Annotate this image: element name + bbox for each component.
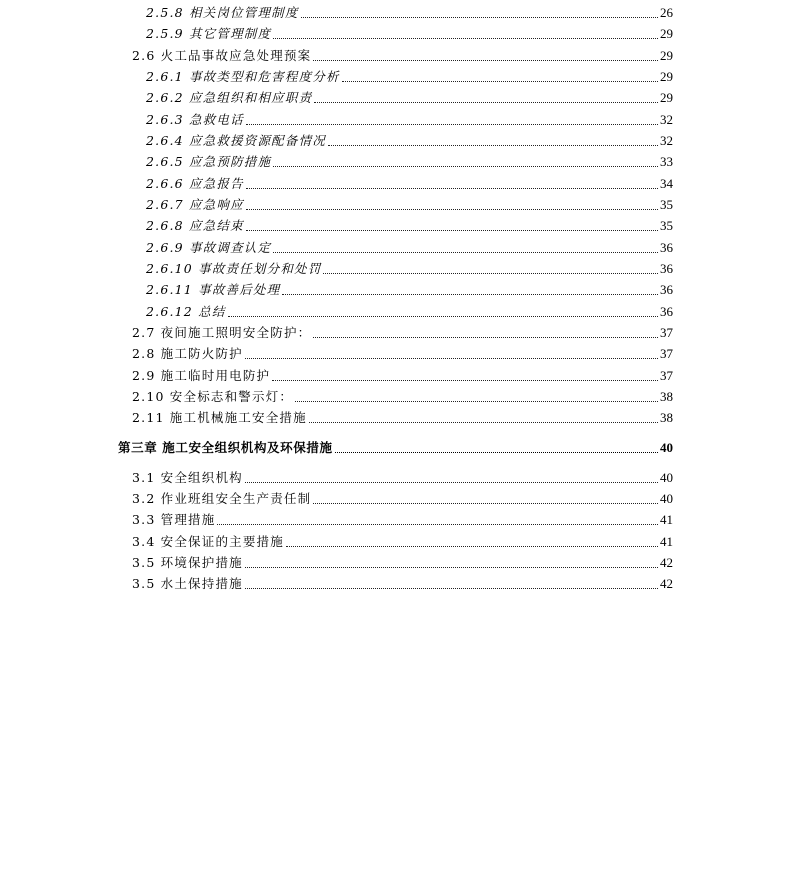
toc-entry-label: 2.10 安全标志和警示灯：: [132, 389, 294, 404]
toc-entry[interactable]: [132, 555, 673, 571]
toc-entry-label: 2.5.9 其它管理制度: [146, 26, 272, 41]
toc-page-number: 35: [660, 197, 673, 212]
toc-leader: [323, 272, 658, 274]
toc-entry-label: 2.6.12 总结: [146, 304, 226, 319]
toc-page-number: 33: [660, 154, 673, 169]
toc-entry[interactable]: [146, 218, 673, 234]
toc-entry[interactable]: [146, 26, 673, 42]
toc-entry-label: 2.6.10 事故责任划分和处罚: [146, 261, 322, 276]
toc-page-number: 36: [660, 240, 673, 255]
toc-entry-label: 2.6.11 事故善后处理: [146, 282, 281, 297]
toc-entry-label: 2.6 火工品事故应急处理预案: [132, 48, 312, 63]
toc-entry-label: 2.8 施工防火防护: [132, 346, 243, 361]
toc-page-number: 34: [660, 176, 673, 191]
toc-entry-label: 2.6.1 事故类型和危害程度分析: [146, 69, 340, 84]
toc-leader: [273, 251, 658, 253]
toc-page-number: 38: [660, 410, 673, 425]
toc-entry[interactable]: [146, 112, 673, 128]
toc-entry-label: 2.6.4 应急救援资源配备情况: [146, 133, 326, 148]
toc-leader: [245, 566, 658, 568]
toc-page-number: 29: [660, 26, 673, 41]
toc-page-number: 37: [660, 325, 673, 340]
toc-page-number: 40: [660, 470, 673, 485]
toc-leader: [286, 545, 658, 547]
toc-page-number: 29: [660, 90, 673, 105]
toc-entry-label: 2.6.6 应急报告: [146, 176, 244, 191]
toc-entry[interactable]: [146, 154, 673, 170]
toc-entry[interactable]: [132, 491, 673, 507]
toc-entry-label: 2.6.9 事故调查认定: [146, 240, 272, 255]
toc-leader: [309, 421, 658, 423]
toc-leader: [273, 165, 658, 167]
toc-page-number: 35: [660, 218, 673, 233]
toc-leader: [246, 208, 658, 210]
toc-page-number: 36: [660, 261, 673, 276]
toc-entry-label: 3.5 水土保持措施: [132, 576, 243, 591]
toc-page-number: 36: [660, 304, 673, 319]
toc-page-number: 32: [660, 133, 673, 148]
toc-entry-label: 2.7 夜间施工照明安全防护：: [132, 325, 312, 340]
toc-leader: [246, 123, 658, 125]
toc-page-number: 32: [660, 112, 673, 127]
toc-entry[interactable]: [132, 534, 673, 550]
toc-page-number: 42: [660, 576, 673, 591]
toc-page-number: 37: [660, 368, 673, 383]
toc-page-number: 41: [660, 534, 673, 549]
toc-entry[interactable]: [146, 133, 673, 149]
toc-page-number: 29: [660, 48, 673, 63]
toc-entry[interactable]: [146, 176, 673, 192]
toc-leader: [272, 379, 658, 381]
toc-leader: [246, 229, 658, 231]
toc-entry[interactable]: [132, 325, 673, 341]
toc-entry[interactable]: [146, 240, 673, 256]
toc-page-number: 29: [660, 69, 673, 84]
toc-entry[interactable]: [132, 346, 673, 362]
toc-leader: [313, 59, 658, 61]
toc-entry[interactable]: [146, 5, 673, 21]
toc-leader: [313, 336, 658, 338]
toc-entry[interactable]: [146, 261, 673, 277]
toc-entry[interactable]: [132, 470, 673, 486]
toc-leader: [328, 144, 658, 146]
toc-entry-label: 2.6.8 应急结束: [146, 218, 244, 233]
toc-leader: [282, 293, 658, 295]
toc-page-number: 36: [660, 282, 673, 297]
toc-leader: [295, 400, 658, 402]
toc-entry-label: 2.6.5 应急预防措施: [146, 154, 272, 169]
toc-entry-label: 2.11 施工机械施工安全措施: [132, 410, 307, 425]
toc-entry[interactable]: [132, 368, 673, 384]
toc-entry[interactable]: [132, 389, 673, 405]
toc-page-number: 26: [660, 5, 673, 20]
toc-leader: [314, 101, 658, 103]
toc-entry-label: 2.6.7 应急响应: [146, 197, 244, 212]
toc-chapter-label: 第三章 施工安全组织机构及环保措施: [118, 440, 333, 455]
toc-page-number: 40: [660, 491, 673, 506]
toc-entry[interactable]: [146, 304, 673, 320]
toc-entry[interactable]: [132, 48, 673, 64]
toc-leader: [301, 16, 658, 18]
toc-entry-label: 3.2 作业班组安全生产责任制: [132, 491, 312, 506]
toc-entry[interactable]: [132, 512, 673, 528]
toc-leader: [228, 315, 658, 317]
toc-leader: [342, 80, 658, 82]
toc-entry-label: 2.6.3 急救电话: [146, 112, 244, 127]
toc-leader: [246, 187, 658, 189]
toc-page-number: 42: [660, 555, 673, 570]
toc-chapter-entry[interactable]: [118, 440, 673, 456]
toc-entry[interactable]: [146, 90, 673, 106]
toc-entry[interactable]: [146, 197, 673, 213]
toc-entry-label: 3.4 安全保证的主要措施: [132, 534, 284, 549]
toc-leader: [245, 587, 658, 589]
toc-entry-label: 2.9 施工临时用电防护: [132, 368, 271, 383]
toc-entry-label: 2.6.2 应急组织和相应职责: [146, 90, 313, 105]
toc-page-number: 38: [660, 389, 673, 404]
toc-entry-label: 3.3 管理措施: [132, 512, 216, 527]
toc-entry-label: 3.5 环境保护措施: [132, 555, 243, 570]
toc-leader: [335, 451, 658, 453]
toc-entry-label: 2.5.8 相关岗位管理制度: [146, 5, 299, 20]
toc-leader: [313, 502, 658, 504]
toc-leader: [273, 37, 658, 39]
toc-entry-label: 3.1 安全组织机构: [132, 470, 243, 485]
toc-page-number: 37: [660, 346, 673, 361]
toc-entry[interactable]: [132, 410, 673, 426]
toc-leader: [245, 357, 658, 359]
toc-leader: [217, 523, 658, 525]
toc-entry[interactable]: [146, 282, 673, 298]
toc-page-number: 41: [660, 512, 673, 527]
toc-page-number: 40: [660, 440, 673, 455]
toc-entry[interactable]: [132, 576, 673, 592]
toc-leader: [245, 481, 658, 483]
toc-entry[interactable]: [146, 69, 673, 85]
